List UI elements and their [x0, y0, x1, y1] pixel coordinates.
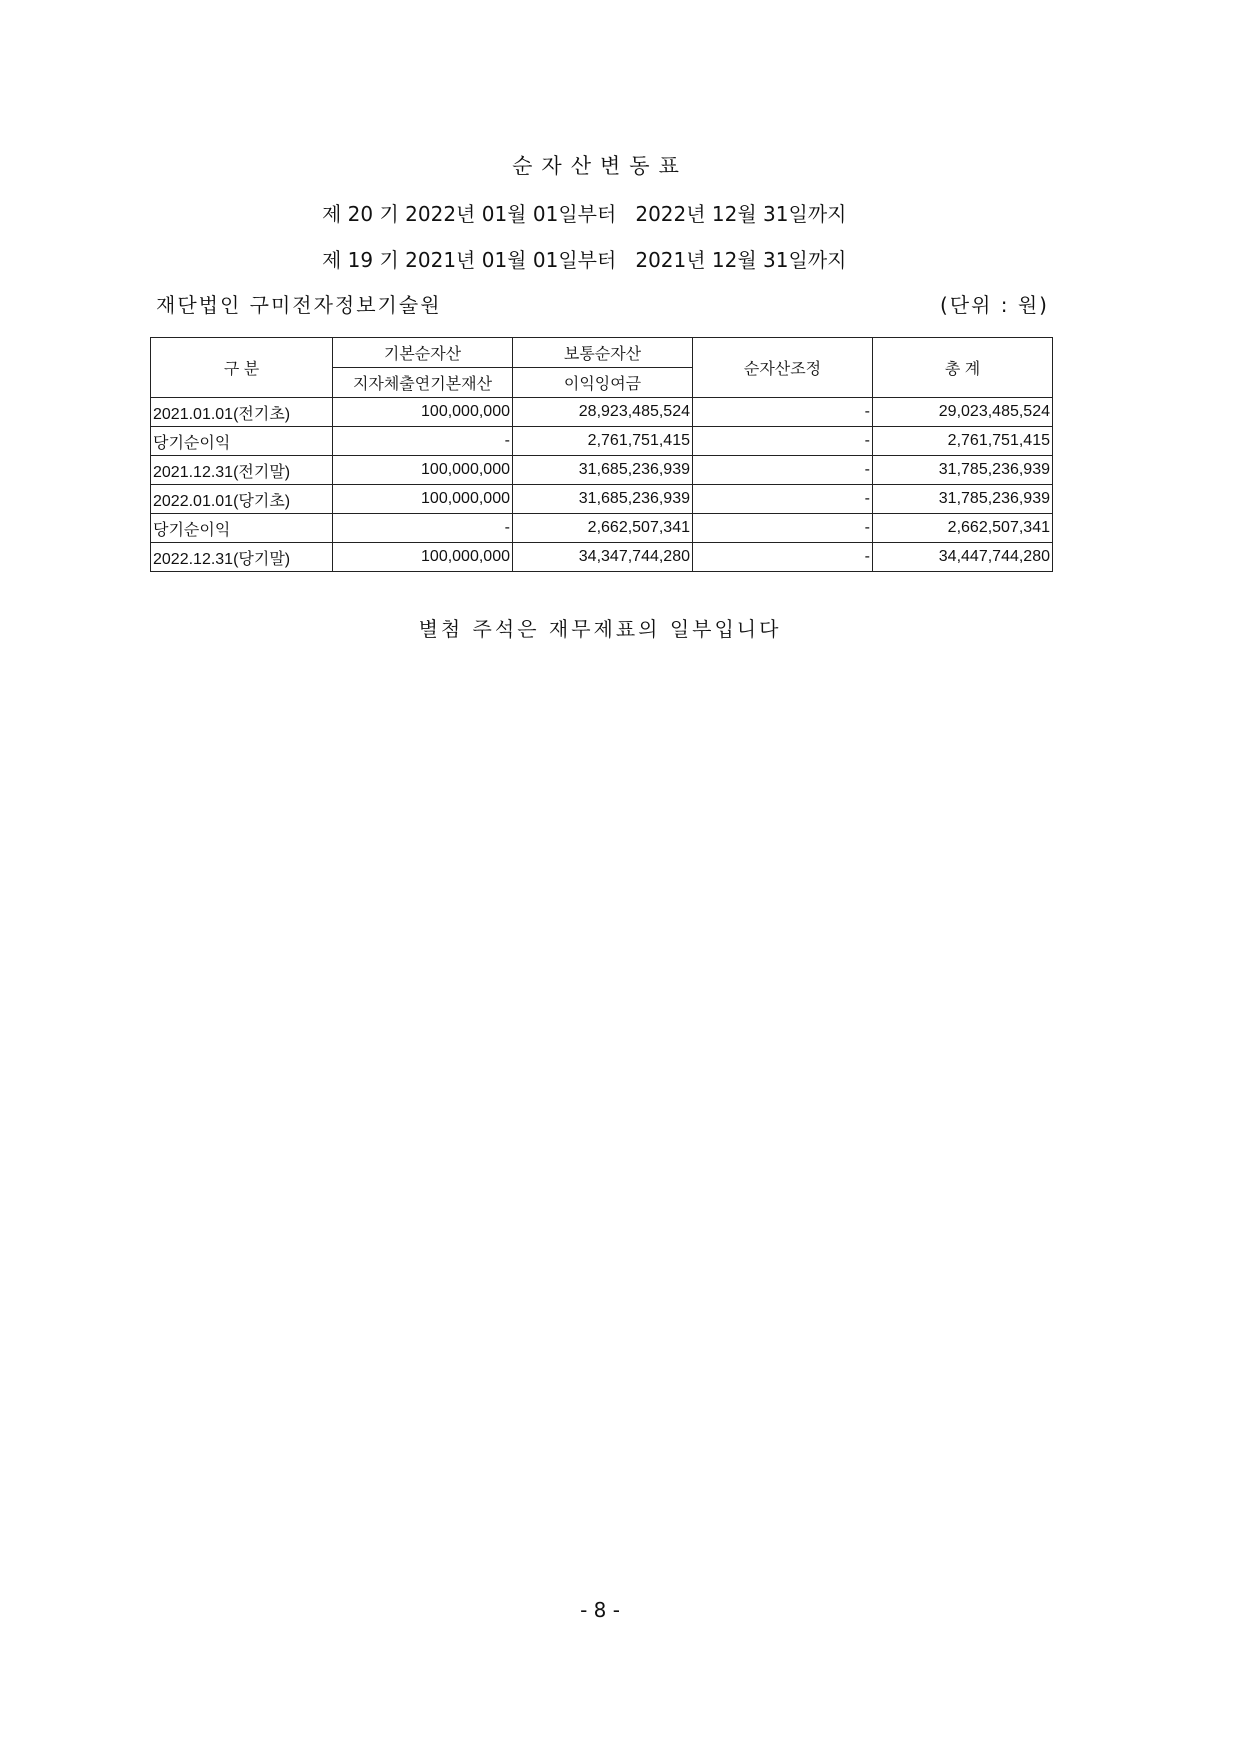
- row-label: 2021.01.01(전기초): [151, 398, 333, 427]
- table-row: [151, 514, 1053, 543]
- header-category: 구 분: [151, 338, 333, 398]
- unit-label: (단위 : 원): [939, 293, 1049, 317]
- cell-basic: 100,000,000: [333, 398, 513, 427]
- cell-adjustment: -: [693, 398, 873, 427]
- cell-basic: 100,000,000: [333, 543, 513, 572]
- cell-adjustment: -: [693, 485, 873, 514]
- cell-basic: 100,000,000: [333, 456, 513, 485]
- cell-basic: 100,000,000: [333, 485, 513, 514]
- document-title: 순자산변동표: [512, 154, 688, 178]
- cell-adjustment: -: [693, 456, 873, 485]
- cell-ordinary: 31,685,236,939: [513, 485, 693, 514]
- row-label: 2022.01.01(당기초): [151, 485, 333, 514]
- table-row: [151, 485, 1053, 514]
- cell-total: 34,447,744,280: [873, 543, 1053, 572]
- cell-basic: -: [333, 427, 513, 456]
- row-label: 2021.12.31(전기말): [151, 456, 333, 485]
- cell-ordinary: 2,662,507,341: [513, 514, 693, 543]
- row-label: 2022.12.31(당기말): [151, 543, 333, 572]
- row-label: 당기순이익: [151, 427, 333, 456]
- header-ordinary-net-assets-sub: 이익잉여금: [513, 368, 693, 398]
- page-number: - 8 -: [580, 1598, 620, 1622]
- header-basic-net-assets: 기본순자산: [333, 338, 513, 368]
- header-ordinary-net-assets: 보통순자산: [513, 338, 693, 368]
- table-row: [151, 543, 1053, 572]
- cell-adjustment: -: [693, 543, 873, 572]
- period-current: 제 20 기 2022년 01월 01일부터 2022년 12월 31일까지: [322, 202, 847, 226]
- table-row: [151, 427, 1053, 456]
- cell-adjustment: -: [693, 514, 873, 543]
- cell-total: 31,785,236,939: [873, 485, 1053, 514]
- cell-ordinary: 31,685,236,939: [513, 456, 693, 485]
- header-basic-net-assets-sub: 지자체출연기본재산: [333, 368, 513, 398]
- period-prior: 제 19 기 2021년 01월 01일부터 2021년 12월 31일까지: [322, 248, 847, 272]
- cell-ordinary: 28,923,485,524: [513, 398, 693, 427]
- cell-ordinary: 2,761,751,415: [513, 427, 693, 456]
- footnote: 별첨 주석은 재무제표의 일부입니다: [418, 617, 782, 641]
- cell-total: 31,785,236,939: [873, 456, 1053, 485]
- organization-name: 재단법인 구미전자정보기술원: [156, 293, 442, 317]
- header-total: 총 계: [873, 338, 1053, 398]
- cell-total: 2,662,507,341: [873, 514, 1053, 543]
- cell-basic: -: [333, 514, 513, 543]
- cell-total: 2,761,751,415: [873, 427, 1053, 456]
- table-row: [151, 398, 1053, 427]
- cell-ordinary: 34,347,744,280: [513, 543, 693, 572]
- net-asset-change-table: [150, 337, 1053, 572]
- cell-adjustment: -: [693, 427, 873, 456]
- row-label: 당기순이익: [151, 514, 333, 543]
- table-row: [151, 456, 1053, 485]
- table-header-row: [151, 338, 1053, 368]
- header-net-asset-adjustment: 순자산조정: [693, 338, 873, 398]
- cell-total: 29,023,485,524: [873, 398, 1053, 427]
